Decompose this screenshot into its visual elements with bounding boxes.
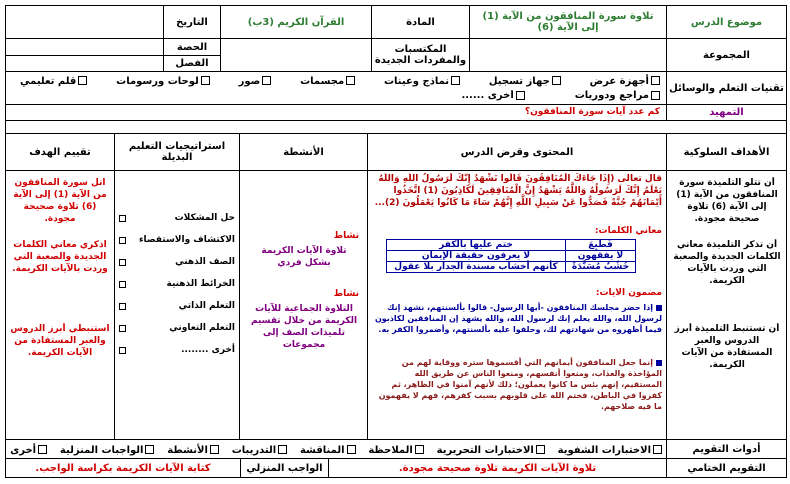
assessment-observation[interactable]: الملاحظة: [368, 445, 424, 456]
class-label: الفصل: [163, 55, 221, 72]
techniques-row-2: [20, 90, 660, 104]
assessment-homework[interactable]: الواجبات المنزلية: [60, 445, 155, 456]
strategies-list: [119, 207, 235, 361]
word-cell: لا يفقهون: [566, 251, 636, 262]
period-label: الحصة: [163, 38, 221, 56]
checkbox-icon[interactable]: [347, 445, 356, 454]
objective-3: أن تستنبط التلميذة أبرز الدروس والعبر المستفادة من الآيات الكريمة.: [674, 324, 780, 370]
strategy-item[interactable]: التعلم التعاوني: [119, 317, 235, 339]
assessment-options: [5, 439, 667, 459]
gains-value[interactable]: [220, 38, 372, 72]
assessment-label: أدوات التقويم: [666, 439, 787, 459]
checkbox-icon[interactable]: [201, 76, 210, 85]
table-row: [387, 251, 636, 262]
meaning-cell: لا يعرفون حقيقة الإيمان: [387, 251, 566, 262]
objectives-header: الأهداف السلوكية: [666, 133, 787, 171]
intro-label: التمهيد: [666, 104, 787, 121]
radio-icon[interactable]: [119, 325, 126, 332]
strategy-item[interactable]: حل المشكلات: [119, 207, 235, 229]
radio-icon[interactable]: [119, 259, 126, 266]
checkbox-icon[interactable]: [210, 445, 219, 454]
spacer-row: [5, 120, 787, 134]
date-value[interactable]: [5, 5, 164, 39]
activity-2-title: نشاط: [333, 289, 359, 299]
activity-1-title: نشاط: [333, 231, 359, 241]
activities-cell: [239, 170, 368, 440]
table-row: [387, 262, 636, 273]
checkbox-icon[interactable]: [38, 445, 47, 454]
assessment-written[interactable]: الاختبارات التحريرية: [437, 445, 545, 456]
option-references[interactable]: مراجع ودوريات: [575, 90, 660, 104]
meaning-cell: ختم عليها بالكفر: [387, 240, 566, 251]
content-header: المحتوى وقرض الدرس: [367, 133, 667, 171]
checkbox-icon[interactable]: [346, 76, 355, 85]
option-models[interactable]: نماذج وعينات: [384, 76, 460, 87]
checkbox-icon[interactable]: [516, 91, 525, 100]
checkbox-icon[interactable]: [651, 76, 660, 85]
assessment-row: [10, 443, 662, 457]
strategy-item[interactable]: أخرى ........: [119, 339, 235, 361]
final-label: التقويم الختامي: [666, 458, 787, 478]
checkbox-icon[interactable]: [262, 76, 271, 85]
techniques-label: تقنيات التعلم والوسائل: [666, 71, 787, 105]
strategy-item[interactable]: الاكتشاف والاستقصاء: [119, 229, 235, 251]
checkbox-icon[interactable]: [415, 445, 424, 454]
option-projectors[interactable]: أجهزة عرض: [590, 76, 660, 87]
evaluation-header: تقييم الهدف: [5, 133, 115, 171]
intro-question: كم عدد آيات سورة المنافقون؟: [5, 104, 667, 121]
strategy-item[interactable]: الصف الذهني: [119, 251, 235, 273]
checkbox-icon[interactable]: [552, 76, 561, 85]
checkbox-icon[interactable]: [145, 445, 154, 454]
meanings-table-wrap: [386, 239, 636, 273]
gains-label: المكتسبات والمفردات الجديدة: [371, 38, 470, 72]
meanings-title: معاني الكلمات:: [594, 226, 662, 236]
checkbox-icon[interactable]: [278, 445, 287, 454]
objectives-cell: [666, 170, 787, 440]
checkbox-icon[interactable]: [451, 76, 460, 85]
lesson-topic-value: تلاوة سورة المنافقون من الآية (1) إلى الآية (6): [469, 5, 667, 39]
verses-text: قال تعالى (إِذَا جَاءَكَ الْمُنَافِقُونَ قَالُوا نَشْهَدُ إِنَّكَ لَرَسُولُ اللَّهِ وَاللَّهُ يَعْلَمُ إِنَّكَ لَرَسُولُهُ وَاللَّهُ يَشْهَدُ إِنَّ الْمُنَافِقِينَ لَكَاذِبُونَ (1) اتَّخَذُوا أَيْمَانَهُمْ جُنَّةً فَصَدُّوا عَنْ سَبِيلِ اللَّهِ إِنَّهُمْ سَاءَ مَا كَانُوا يَعْمَلُونَ (2)...: [374, 174, 662, 208]
option-boards[interactable]: لوحات ورسومات: [116, 76, 210, 87]
bullet-icon: [656, 360, 662, 366]
final-value: تلاوة الآيات الكريمة تلاوة صحيحة مجودة.: [328, 458, 667, 478]
assessment-oral[interactable]: الاختبارات الشفوية: [558, 445, 662, 456]
group-value[interactable]: [469, 38, 667, 72]
table-row: [387, 240, 636, 251]
strategies-cell: [114, 170, 240, 440]
strategy-item[interactable]: الخرائط الذهنية: [119, 273, 235, 295]
radio-icon[interactable]: [119, 303, 126, 310]
radio-icon[interactable]: [119, 215, 126, 222]
checkbox-icon[interactable]: [536, 445, 545, 454]
word-cell: فَطُبِعَ: [566, 240, 636, 251]
checkbox-icon[interactable]: [653, 445, 662, 454]
summary-1: إذا حضر مجلسك المنافقون -أيها الرسول- قالوا بألسنتهم، نشهد إنك لرسول الله، والله يعلم إنك لرسول الله، والله يشهد إن المنافقين لكاذبون فيما أظهروه من شهادتهم لك، وحلفوا عليه بألسنتهم، وأضمروا الكفر به.: [374, 303, 662, 334]
activity-1-text: تلاوة الآيات الكريمة بشكل فردي: [261, 246, 347, 268]
word-cell: خُشُبٌ مُسَنَّدَةٌ: [566, 262, 636, 273]
bullet-icon: [656, 305, 662, 311]
radio-icon[interactable]: [119, 281, 126, 288]
evaluation-1: اتل سورة المنافقون من الآية (1) إلى الآية (6) تلاوة صحيحة مجودة.: [13, 178, 107, 224]
strategies-header: استراتيجيات التعليم البديلة: [114, 133, 240, 171]
assessment-other[interactable]: أخرى: [10, 445, 47, 456]
techniques-row-1: [20, 74, 660, 88]
lesson-topic-label: موضوع الدرس: [666, 5, 787, 39]
homework-label: الواجب المنزلي: [240, 458, 329, 478]
assessment-discussion[interactable]: المناقشة: [300, 445, 356, 456]
assessment-activities[interactable]: الأنشطة: [167, 445, 219, 456]
radio-icon[interactable]: [119, 237, 126, 244]
evaluation-cell: [5, 170, 115, 440]
activities-header: الأنشطة: [239, 133, 368, 171]
checkbox-icon[interactable]: [78, 76, 87, 85]
assessment-exercises[interactable]: التدريبات: [232, 445, 287, 456]
checkbox-icon[interactable]: [651, 91, 660, 100]
meaning-cell: كأنهم أخشاب مسندة الجدار بلا عقول: [387, 262, 566, 273]
meanings-table: [386, 239, 636, 273]
class-value[interactable]: [5, 55, 164, 72]
objective-1: أن تتلو التلميذة سورة المنافقون من الآية (1) إلى الآية (6) تلاوة صحيحة مجودة.: [676, 178, 778, 224]
summary-2: إنما جعل المنافقون أيمانهم التي أقسموها ستره ووقاية لهم من المؤاخذة والعذاب، ومنعوا أنفسهم، ومنعوا الناس عن طريق الله المستقيم، إنهم بئس ما كانوا يعملون؛ ذلك لأنهم آمنوا في الظاهر، ثم كفروا في الباطن، فختم الله على قلوبهم بسبب كفرهم، فهم لا يفهمون ما فيه صلاحهم.: [378, 358, 662, 411]
summary-title: مضمون الآيات:: [595, 288, 662, 298]
techniques-options: [5, 71, 667, 105]
evaluation-3: استنبطي أبرز الدروس والعبر المستفادة من الآيات الكريمة.: [10, 324, 110, 358]
option-pen[interactable]: قلم تعليمي: [20, 76, 87, 87]
date-label: التاريخ: [163, 5, 221, 39]
radio-icon[interactable]: [119, 347, 126, 354]
option-solids[interactable]: مجسمات: [300, 76, 355, 87]
option-pictures[interactable]: صور: [239, 76, 272, 87]
option-recorder[interactable]: جهاز تسجيل: [489, 76, 561, 87]
option-other[interactable]: أخرى ......: [461, 90, 524, 104]
subject-label: المادة: [371, 5, 470, 39]
strategy-item[interactable]: التعلم الذاتي: [119, 295, 235, 317]
subject-value: القرآن الكريم (3ب): [220, 5, 372, 39]
period-value[interactable]: [5, 38, 164, 56]
group-label: المجموعة: [666, 38, 787, 72]
content-cell: [367, 170, 667, 440]
homework-value: كتابة الآيات الكريمة بكراسة الواجب.: [5, 458, 241, 478]
objective-2: أن تذكر التلميذة معاني الكلمات الجديدة والصعبة التي وردت بالآيات الكريمة.: [673, 240, 781, 286]
evaluation-2: اذكري معاني الكلمات الجديدة والصعبة التي وردت بالآيات الكريمة.: [12, 240, 108, 274]
activity-2-text: التلاوة الجماعية للآيات الكريمة من خلال تقسيم تلميذات الصف إلى مجموعات: [250, 304, 358, 350]
